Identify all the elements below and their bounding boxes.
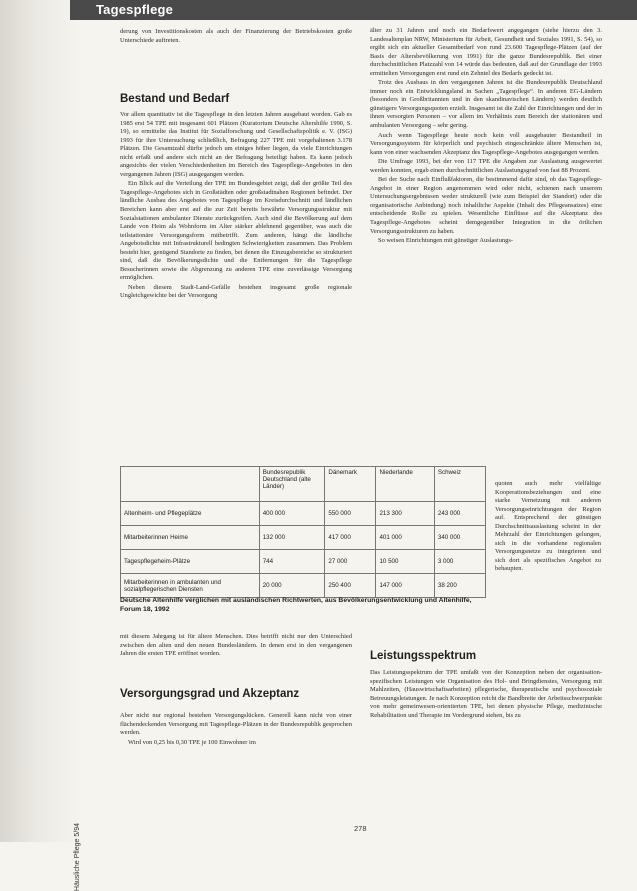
body-paragraph: Neben diesem Stadt-Land-Gefälle bestehen insgesamt große regionale Ungleichgewichte bei der Versorgung (120, 283, 352, 300)
table-header-cell (121, 467, 260, 502)
right-column-leistung (370, 669, 602, 721)
table-cell: 213 300 (376, 502, 434, 526)
table-header-cell: Schweiz (434, 467, 485, 502)
table-cell: 401 000 (376, 526, 434, 550)
body-paragraph: Aber nicht nur regional bestehen Versorgungslücken. Generell kann nicht von einer flächendeckenden Versorgung mit Tagespflege-Plätzen in der Bundesrepublik gesprochen werden. (120, 712, 352, 737)
comparison-table (120, 466, 486, 598)
table-cell: 38 200 (434, 574, 485, 598)
page-gutter (0, 0, 80, 842)
table-cell: 744 (259, 550, 325, 574)
section-title: Tagespflege (96, 2, 174, 17)
table-cell: 400 000 (259, 502, 325, 526)
page-number: 278 (354, 824, 367, 833)
table-caption: Deutsche Altenhilfe verglichen mit ausländischen Richtwerten, aus Bevölkerungsentwicklung und Altenhilfe, Forum 18, 1992 (120, 597, 472, 613)
body-paragraph: Das Leistungsspektrum der TPE umfaßt von der Konzeption neben der organisation-spezifischen Leistungen wie Organisation des Hol- und Bringdienstes, Versorgung mit Mahlzeiten, (Hauswirtschaftsarbeiten) pflegerische, therapeutische und psychosoziale Betreuungsleistungen. Je nach Konzeption reicht die Bandbreite der Arbeitsschwerpunkte von mehr gemeinwesen-orientierten TPE, bei denen physische Pflege, medizinische Rehabilitation und Therapie im Vordergrund stehen, bis zu (370, 669, 602, 719)
journal-sidebar (74, 710, 86, 891)
table-row-label: Mitarbeiterinnen in ambulanten und sozialpflegerischen Diensten (121, 574, 260, 598)
table-row (121, 502, 486, 526)
table-cell: 20 000 (259, 574, 325, 598)
table-header-cell: Niederlande (376, 467, 434, 502)
body-paragraph: Vor allem quantitativ ist die Tagespflege in den letzten Jahren ausgebaut worden. Gab es 1985 erst 54 TPE mit insgesamt 601 Plätzen (Kuratorium Deutsche Altershilfe 1990, S. 19), so ermittelte das Institut für Sozialforschung und Gesellschaftspolitik e. V. (ISG) 1993 für ihre Untersuchung schließlich, Befragung 227 TPE mit vorgehaltenen 3.178 Plätzen. Die Gesamtzahl dürfte jedoch um einiges höher liegen, da viele Einrichtungen nicht erfaßt und andere sich nicht an der Befragung beteiligt haben. Es kann jedoch angesichts der vielen Verschiedenheiten im Bereich des Tagespflege-Angebotes in den vergangenen Jahren (ISG) ausgegangen werden. (120, 111, 352, 178)
left-column-intro (120, 28, 352, 46)
journal-sidebar-label: Häusliche Pflege 5/94 (74, 823, 81, 891)
table-cell: 250 400 (325, 574, 376, 598)
body-paragraph: Auch wenn Tagespflege heute noch kein voll ausgebauter Bestandteil in Versorgungssystem für körperlich und psychisch eingeschränkte ältere Menschen ist, kann von einer wachsenden Akzeptanz des Tagespflege-Angebotes ausgegangen werden. (370, 131, 602, 156)
intro-paragraph: derung von Investitionskosten als auch der Finanzierung der Betriebskosten große Unterschiede auftreten. (120, 28, 352, 44)
table-header-cell: Dänemark (325, 467, 376, 502)
table-cell: 417 000 (325, 526, 376, 550)
left-column-after-table (120, 633, 352, 660)
table-header-row (121, 467, 486, 502)
heading-versorgung: Versorgungsgrad und Akzeptanz (120, 688, 300, 700)
table-cell: 243 000 (434, 502, 485, 526)
table-header-cell: Bundesrepublik Deutschland (alte Länder) (259, 467, 325, 502)
table-row (121, 550, 486, 574)
body-paragraph: mit diesem Jahrgang ist für ältere Menschen. Dies betrifft nicht nur den Unterschied zwischen den alten und den neuen Bundesländern. In denen erst in den vergangenen Jahren die ersten TPE eröffnet worden. (120, 633, 352, 658)
right-column-body (370, 27, 602, 247)
table-cell: 3 000 (434, 550, 485, 574)
table-cell: 550 000 (325, 502, 376, 526)
table-cell: 132 000 (259, 526, 325, 550)
body-paragraph: Ein Blick auf die Verteilung der TPE im Bundesgebiet zeigt, daß der größte Teil des Tagespflege-Angebotes sich in Großstädten oder großstadtnahen Regionen befindet. Der ländliche Ausbau des Angebotes von Tagespflege im Kreisdurchschnitt und ländlichen Bereichen kann aber erst auf die zur Zeit bereits bewährte Versorgungsstruktur mit Sozialstationen ambulanter Dienste zurückgreifen. Auch sind die Bevölkerung auf dem Lande von Heim als Wohnform im Alter stärker ablehnend gegenüber, was auch die teilstationäre Versorgungsform mitbetrifft. Zum anderen, hängt die ländliche Angebotsdichte mit Infrastrukturell bedingten Schwierigkeiten zusammen. Das Problem besteht hier, genügend Standorte zu finden, bei denen die Einzugsbereiche so strukturiert sind, daß die Bevölkerungsdichte und die Entfernungen für die Tagespflege Besucherinnen sowie die Abgrenzung zu anderen TPE eine zuverlässige Versorgung ermöglichen. (120, 180, 352, 282)
table-row-label: Tagespflegeheim-Plätze (121, 550, 260, 574)
left-column-versorgung (120, 712, 352, 748)
table-row-label: Altenheim- und Pflegeplätze (121, 502, 260, 526)
heading-leistungsspektrum: Leistungsspektrum (370, 650, 477, 662)
body-paragraph: Trotz des Ausbaus in den vergangenen Jahren ist die Bundesrepublik Deutschland immer noch ein Entwicklungsland in Sachen „Tagespflege“. In anderen EG-Ländern (besonders in Großbritannien und in den skandinavischen Ländern) werden deutlich günstigere Versorgungsquoten erzielt. Insgesamt ist die Zahl der Einrichtungen und der in ihnen versorgten Personen – vor allem im Verhältnis zum Bereich der stationären und ambulanten Versorgung – sehr gering. (370, 79, 602, 130)
wrap-around-text: quoten auch mehr vielfältige Kooperationsbeziehungen und eine starke Vernetzung mit anderen Versorgungseinrichtungen der Region auf. Entsprechend der günstigen Durchschnittsauslastung scheint in der Mehrzahl der Einrichtungen gelungen, sich in die vorhandene regionalen Versorgungsnetze zu integrieren und sich dort als spezifisches Angebot zu behaupten. (495, 480, 601, 573)
body-paragraph: So weisen Einrichtungen mit günstiger Auslastungs- (378, 237, 513, 245)
body-paragraph: älter zu 31 Jahren und noch ein Bedarfswert angegangen (siehe hierzu den 3. Landesaltenplan NRW, Ministerium für Arbeit, Gesundheit und Soziales 1991, S. 54), so ergibt sich ein aktueller Gesamtbedarf von rund 23.600 Tagespflege-Plätzen (auf der Basis der Altersbevölkerung von 1991) für die ganze Bundesrepublik. Bei einer durchschnittlichen Platzzahl von 14 würde das bedeuten, daß auf der Grundlage der 1993 ermittelten Versorgungen erst rund ein Zehntel des Bedarfs gedeckt ist. (370, 27, 602, 77)
table-row (121, 574, 486, 598)
table-row-label: Mitarbeiterinnen Heime (121, 526, 260, 550)
heading-bestand: Bestand und Bedarf (120, 93, 230, 105)
body-paragraph: Die Umfrage 1993, bei der von 117 TPE die Angaben zur Auslastung ausgewertet werden konnten, ergab einen durchschnittlichen Auslastungsgrad von fast 88 Prozent. (370, 158, 602, 174)
table-cell: 147 000 (376, 574, 434, 598)
table-cell: 340 000 (434, 526, 485, 550)
table-row (121, 526, 486, 550)
table-cell: 27 000 (325, 550, 376, 574)
left-column-body (120, 111, 352, 302)
table-cell: 10 500 (376, 550, 434, 574)
body-paragraph: Wird von 0,25 bis 0,30 TPE je 100 Einwohner im (128, 738, 256, 746)
body-paragraph: Bei der Suche nach Einflußfaktoren, die bestimmend dafür sind, ob das Tagespflege-Angebot in einer Region angenommen wird oder nicht, schienen nach unserem Untersuchungsergebnissen weder strukturell (wie zum Beispiel der Standort) oder die organisatorische Anbindung) noch inhaltliche Aspekte (Inhalt des Pflegeansatzes) eine entscheidende Rolle zu spielen. Wesentliche Einflüsse auf die Akzeptanz des Tagespflege-Angebotes scheint demgegenüber Integration in die örtlichen Versorgungsstrukturen zu haben. (370, 176, 602, 235)
